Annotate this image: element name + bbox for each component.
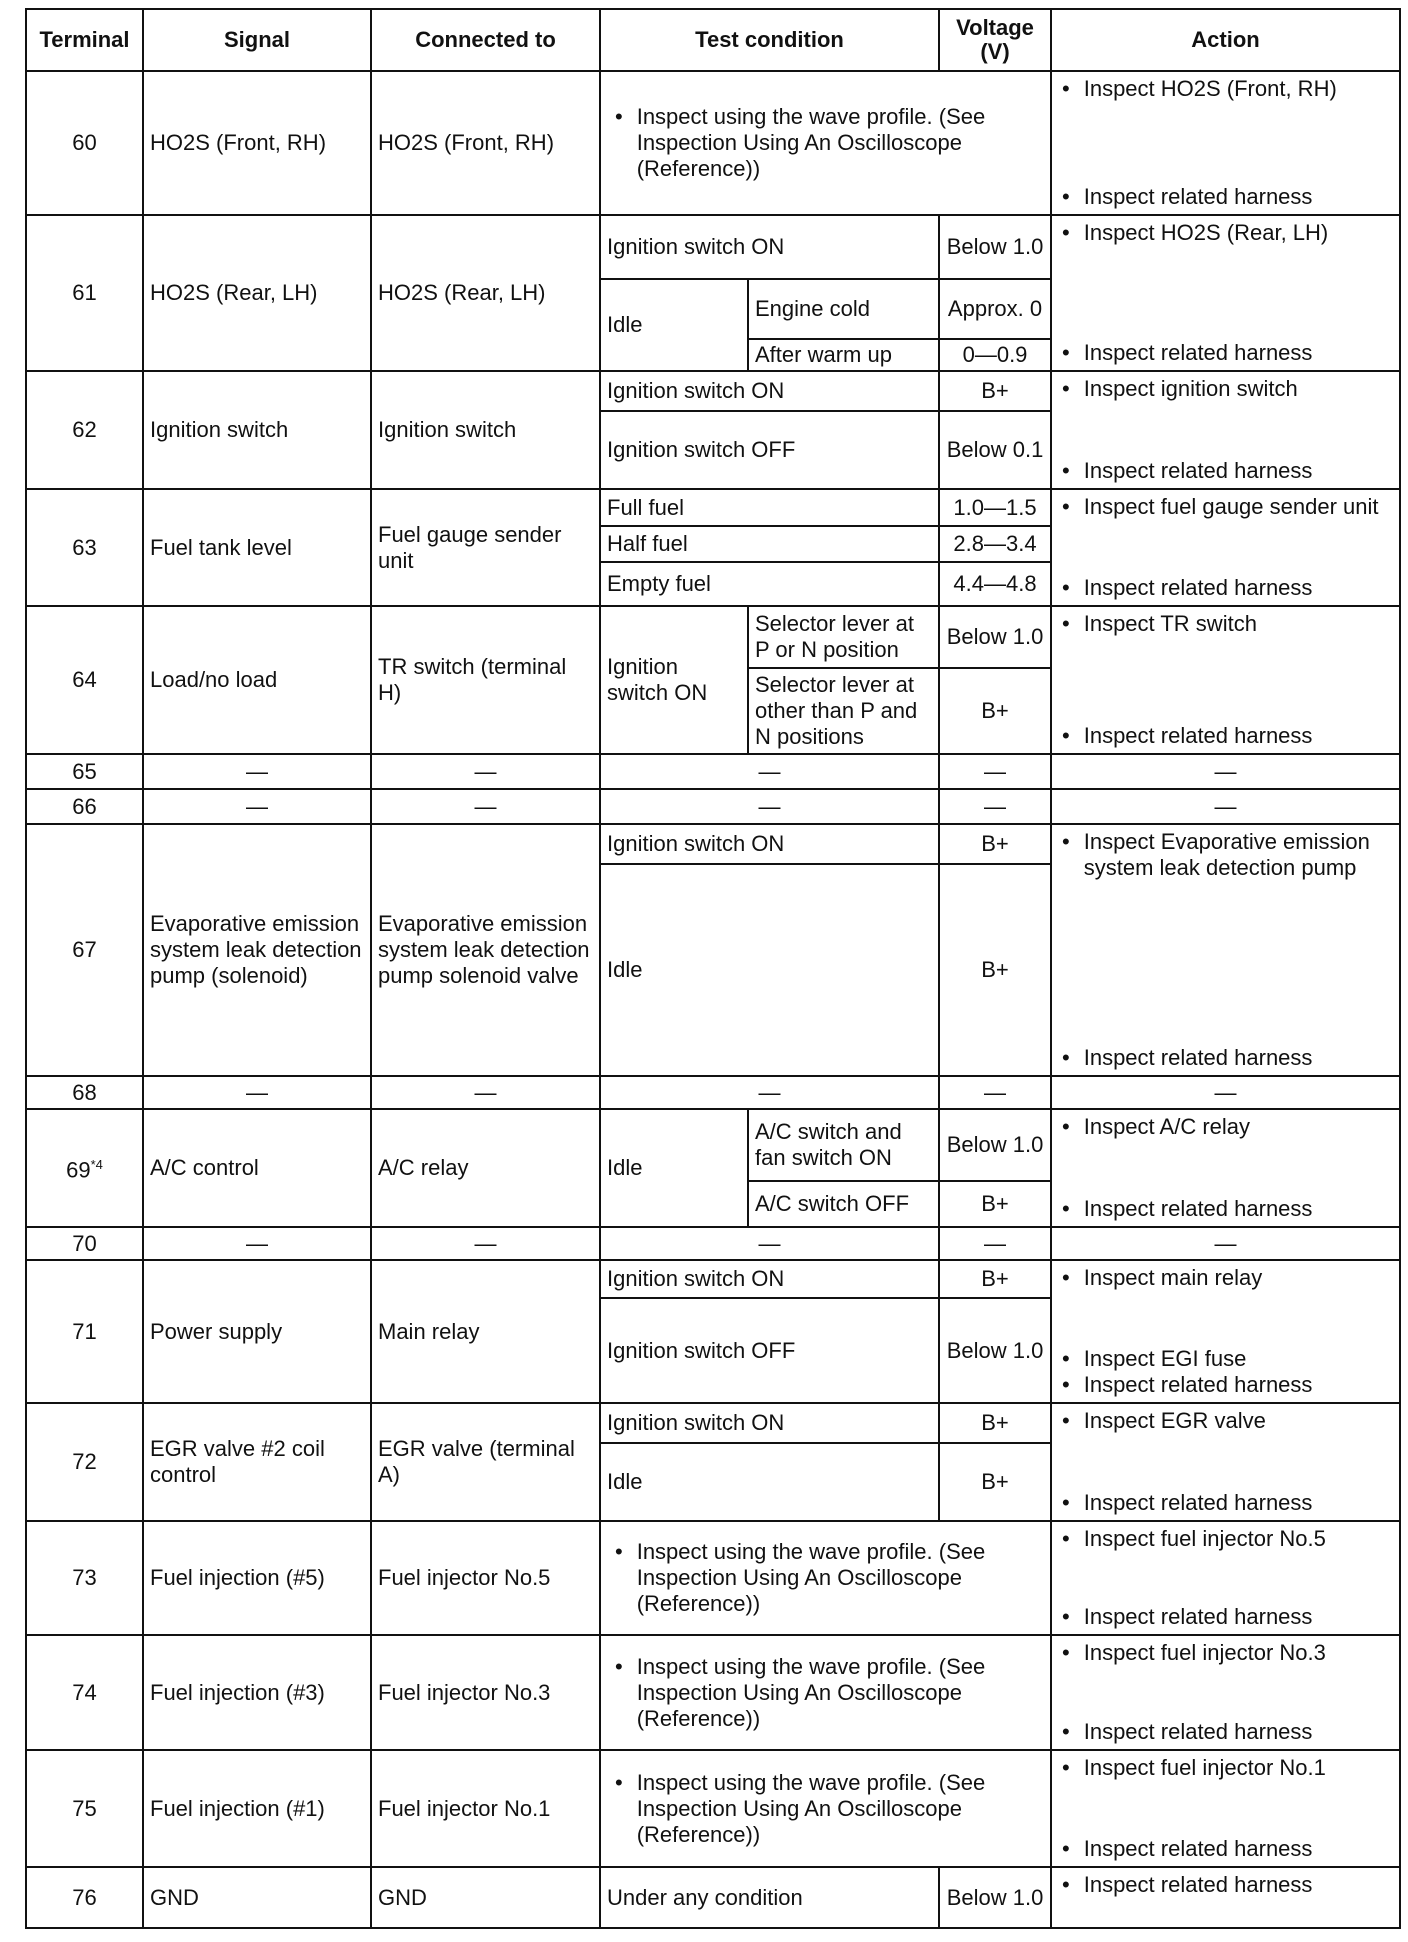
test-condition-cell: —	[600, 1227, 939, 1260]
test-condition-cell: Half fuel	[600, 526, 939, 562]
wave-instruction	[615, 1654, 1044, 1732]
terminal-cell: 68	[26, 1076, 143, 1109]
bullet-icon: •	[1062, 1490, 1070, 1515]
bullet-icon: •	[615, 1653, 623, 1679]
action-cell	[1051, 215, 1400, 371]
action-item	[1062, 494, 1393, 520]
signal-cell: —	[143, 1227, 371, 1260]
bullet-icon: •	[1062, 1604, 1070, 1629]
action-top	[1062, 376, 1393, 402]
header-connected-to: Connected to	[371, 9, 600, 71]
voltage-cell: —	[939, 1076, 1051, 1109]
voltage-cell: Below 1.0	[939, 606, 1051, 668]
test-subcondition-cell: Selector lever at P or N position	[748, 606, 939, 668]
action-text: Inspect ignition switch	[1083, 376, 1298, 401]
test-condition-cell: Ignition switch OFF	[600, 411, 939, 489]
action-text: Inspect EGI fuse	[1083, 1346, 1247, 1371]
action-cell	[1051, 1635, 1400, 1750]
table-row	[26, 1227, 1400, 1260]
terminal-cell: 70	[26, 1227, 143, 1260]
action-text: Inspect related harness	[1083, 1490, 1313, 1515]
action-cell	[1051, 606, 1400, 754]
bullet-icon: •	[1062, 1408, 1070, 1433]
voltage-cell: Approx. 0	[939, 279, 1051, 339]
bullet-icon: •	[1062, 1045, 1070, 1070]
signal-cell: —	[143, 1076, 371, 1109]
terminal-cell: 75	[26, 1750, 143, 1867]
connected-to-cell: Fuel injector No.1	[371, 1750, 600, 1867]
table-row	[26, 71, 1400, 215]
voltage-cell: 0—0.9	[939, 339, 1051, 371]
connected-to-cell: HO2S (Front, RH)	[371, 71, 600, 215]
test-condition-cell: Idle	[600, 1443, 939, 1521]
bullet-icon: •	[1062, 1114, 1070, 1139]
wave-instruction	[615, 1539, 1044, 1617]
action-text: Inspect fuel gauge sender unit	[1083, 494, 1379, 519]
action-top	[1062, 76, 1393, 102]
action-item	[1062, 1490, 1393, 1516]
test-condition-cell: Empty fuel	[600, 562, 939, 606]
signal-cell: Fuel tank level	[143, 489, 371, 606]
bullet-icon: •	[1062, 376, 1070, 401]
action-item	[1062, 575, 1393, 601]
signal-cell: Fuel injection (#1)	[143, 1750, 371, 1867]
signal-cell: Fuel injection (#3)	[143, 1635, 371, 1750]
connected-to-cell: HO2S (Rear, LH)	[371, 215, 600, 371]
table-row	[26, 215, 1400, 279]
table-row	[26, 1076, 1400, 1109]
action-text: Inspect related harness	[1083, 1196, 1313, 1221]
bullet-icon: •	[1062, 1196, 1070, 1221]
action-top	[1062, 611, 1393, 637]
action-top	[1062, 220, 1393, 246]
bullet-icon: •	[1062, 1836, 1070, 1861]
voltage-cell: B+	[939, 1403, 1051, 1443]
bullet-icon: •	[1062, 1346, 1070, 1371]
test-condition-cell: —	[600, 789, 939, 824]
action-cell: —	[1051, 1076, 1400, 1109]
connected-to-cell: EGR valve (terminal A)	[371, 1403, 600, 1521]
action-item	[1062, 1836, 1393, 1862]
action-text: Inspect main relay	[1083, 1265, 1263, 1290]
test-condition-cell: Ignition switch ON	[600, 215, 939, 279]
connected-to-cell: Evaporative emission system leak detection pump solenoid valve	[371, 824, 600, 1076]
test-subcondition-cell: After warm up	[748, 339, 939, 371]
bullet-icon: •	[1062, 575, 1070, 600]
table-row	[26, 1750, 1400, 1867]
action-bottom	[1062, 575, 1393, 601]
table-row	[26, 789, 1400, 824]
bullet-icon: •	[1062, 1640, 1070, 1665]
action-item	[1062, 1346, 1393, 1372]
action-item	[1062, 376, 1393, 402]
voltage-cell: —	[939, 1227, 1051, 1260]
signal-cell: A/C control	[143, 1109, 371, 1227]
table-row	[26, 754, 1400, 789]
bullet-icon: •	[1062, 220, 1070, 245]
signal-cell: HO2S (Front, RH)	[143, 71, 371, 215]
action-bottom	[1062, 1836, 1393, 1862]
voltage-cell: Below 1.0	[939, 1109, 1051, 1181]
terminal-cell: 73	[26, 1521, 143, 1635]
test-condition-cell: Idle	[600, 1109, 748, 1227]
header-signal: Signal	[143, 9, 371, 71]
action-item	[1062, 1045, 1393, 1071]
action-top	[1062, 1872, 1393, 1898]
test-condition-cell: —	[600, 754, 939, 789]
table-row	[26, 1403, 1400, 1443]
header-terminal: Terminal	[26, 9, 143, 71]
table-row	[26, 1635, 1400, 1750]
action-top	[1062, 829, 1393, 881]
bullet-icon: •	[615, 1769, 623, 1795]
bullet-icon: •	[1062, 76, 1070, 101]
action-text: Inspect fuel injector No.5	[1083, 1526, 1326, 1551]
action-bottom	[1062, 1196, 1393, 1222]
action-item	[1062, 1755, 1393, 1781]
terminal-footnote: *4	[90, 1157, 103, 1173]
action-item	[1062, 1265, 1393, 1291]
action-bottom	[1062, 1719, 1393, 1745]
action-text: Inspect fuel injector No.3	[1083, 1640, 1326, 1665]
action-cell	[1051, 1109, 1400, 1227]
signal-cell: —	[143, 754, 371, 789]
terminal-cell: 64	[26, 606, 143, 754]
header-test-condition: Test condition	[600, 9, 939, 71]
terminal-cell: 74	[26, 1635, 143, 1750]
action-bottom	[1062, 1604, 1393, 1630]
wave-text: Inspect using the wave profile. (See Inspection Using An Oscilloscope (Reference))	[636, 1539, 986, 1616]
wave-instruction	[615, 1770, 1044, 1848]
action-bottom	[1062, 1045, 1393, 1071]
action-item	[1062, 1640, 1393, 1666]
action-bottom	[1062, 1346, 1393, 1398]
action-cell	[1051, 824, 1400, 1076]
voltage-cell: 4.4—4.8	[939, 562, 1051, 606]
voltage-cell: —	[939, 754, 1051, 789]
voltage-cell: B+	[939, 824, 1051, 864]
test-condition-cell: Ignition switch ON	[600, 824, 939, 864]
test-condition-cell	[600, 1635, 1051, 1750]
table-row	[26, 1521, 1400, 1635]
action-item	[1062, 1372, 1393, 1398]
action-text: Inspect TR switch	[1083, 611, 1257, 636]
connected-to-cell: Main relay	[371, 1260, 600, 1403]
action-top	[1062, 1114, 1393, 1140]
table-row	[26, 1867, 1400, 1928]
terminal-cell: 60	[26, 71, 143, 215]
connected-to-cell: Fuel gauge sender unit	[371, 489, 600, 606]
voltage-cell: Below 1.0	[939, 215, 1051, 279]
action-text: Inspect related harness	[1083, 1719, 1313, 1744]
action-cell: —	[1051, 789, 1400, 824]
bullet-icon: •	[1062, 1755, 1070, 1780]
action-cell: —	[1051, 754, 1400, 789]
test-condition-cell: Ignition switch ON	[600, 1260, 939, 1298]
wave-text: Inspect using the wave profile. (See Inspection Using An Oscilloscope (Reference))	[636, 1769, 986, 1847]
action-item	[1062, 340, 1393, 366]
terminal-cell: 66	[26, 789, 143, 824]
voltage-cell: Below 1.0	[939, 1867, 1051, 1928]
connected-to-cell: TR switch (terminal H)	[371, 606, 600, 754]
bullet-icon: •	[1062, 458, 1070, 483]
signal-cell: HO2S (Rear, LH)	[143, 215, 371, 371]
action-bottom	[1062, 340, 1393, 366]
bullet-icon: •	[615, 104, 623, 129]
action-bottom	[1062, 723, 1393, 749]
action-item	[1062, 1719, 1393, 1745]
action-top	[1062, 1640, 1393, 1666]
bullet-icon: •	[1062, 829, 1070, 854]
action-text: Inspect related harness	[1083, 1604, 1313, 1629]
table-row	[26, 371, 1400, 411]
action-cell	[1051, 71, 1400, 215]
test-condition-cell: Ignition switch ON	[600, 606, 748, 754]
connected-to-cell: GND	[371, 1867, 600, 1928]
terminal-cell: 76	[26, 1867, 143, 1928]
action-top	[1062, 1408, 1393, 1434]
terminal-cell: 62	[26, 371, 143, 489]
test-condition-cell	[600, 71, 1051, 215]
action-text: Inspect related harness	[1083, 458, 1313, 483]
voltage-cell: B+	[939, 668, 1051, 754]
action-item	[1062, 1872, 1393, 1898]
terminal-cell: 69$^{*4}$	[26, 1109, 143, 1227]
bullet-icon: •	[1062, 494, 1070, 519]
action-bottom	[1062, 1490, 1393, 1516]
table-row	[26, 1260, 1400, 1298]
signal-cell: Load/no load	[143, 606, 371, 754]
test-condition-cell: —	[600, 1076, 939, 1109]
table-row	[26, 824, 1400, 864]
connected-to-cell: —	[371, 1227, 600, 1260]
action-item	[1062, 1604, 1393, 1630]
voltage-cell: Below 0.1	[939, 411, 1051, 489]
action-text: Inspect related harness	[1083, 723, 1313, 748]
action-text: Inspect HO2S (Rear, LH)	[1083, 220, 1329, 245]
test-condition-cell: Idle	[600, 279, 748, 371]
header-row	[26, 9, 1400, 71]
connected-to-cell: A/C relay	[371, 1109, 600, 1227]
bullet-icon: •	[1062, 611, 1070, 636]
signal-cell: Power supply	[143, 1260, 371, 1403]
action-item	[1062, 723, 1393, 749]
action-cell	[1051, 1750, 1400, 1867]
action-top	[1062, 1265, 1393, 1291]
action-text: Inspect related harness	[1083, 184, 1313, 209]
action-cell	[1051, 1521, 1400, 1635]
action-item	[1062, 611, 1393, 637]
action-bottom	[1062, 458, 1393, 484]
action-cell	[1051, 1867, 1400, 1928]
terminal-cell: 63	[26, 489, 143, 606]
action-text: Inspect related harness	[1083, 1372, 1313, 1397]
terminal-cell: 71	[26, 1260, 143, 1403]
action-item	[1062, 220, 1393, 246]
bullet-icon: •	[1062, 723, 1070, 748]
signal-cell: Evaporative emission system leak detection pump (solenoid)	[143, 824, 371, 1076]
voltage-cell: 2.8—3.4	[939, 526, 1051, 562]
signal-cell: Ignition switch	[143, 371, 371, 489]
wave-instruction	[615, 104, 1044, 182]
test-condition-cell: Idle	[600, 864, 939, 1076]
bullet-icon: •	[1062, 1265, 1070, 1290]
action-text: Inspect fuel injector No.1	[1083, 1755, 1326, 1780]
action-cell: —	[1051, 1227, 1400, 1260]
action-item	[1062, 458, 1393, 484]
action-cell	[1051, 489, 1400, 606]
connected-to-cell: —	[371, 789, 600, 824]
connected-to-cell: —	[371, 1076, 600, 1109]
bullet-icon: •	[615, 1539, 623, 1564]
signal-cell: GND	[143, 1867, 371, 1928]
voltage-cell: B+	[939, 1181, 1051, 1227]
test-subcondition-cell: A/C switch OFF	[748, 1181, 939, 1227]
connected-to-cell: Fuel injector No.5	[371, 1521, 600, 1635]
voltage-cell: —	[939, 789, 1051, 824]
action-text: Inspect HO2S (Front, RH)	[1083, 76, 1337, 101]
bullet-icon: •	[1062, 1372, 1070, 1397]
voltage-cell: Below 1.0	[939, 1298, 1051, 1403]
test-condition-cell: Ignition switch OFF	[600, 1298, 939, 1403]
action-text: Inspect related harness	[1083, 340, 1313, 365]
bullet-icon: •	[1062, 184, 1070, 209]
action-item	[1062, 1408, 1393, 1434]
action-bottom	[1062, 184, 1393, 210]
table-row	[26, 489, 1400, 526]
action-item	[1062, 1114, 1393, 1140]
signal-cell: EGR valve #2 coil control	[143, 1403, 371, 1521]
bullet-icon: •	[1062, 1526, 1070, 1551]
action-cell	[1051, 1403, 1400, 1521]
action-text: Inspect related harness	[1083, 1836, 1313, 1861]
voltage-cell: B+	[939, 371, 1051, 411]
action-text: Inspect related harness	[1083, 1872, 1313, 1897]
voltage-cell: B+	[939, 1443, 1051, 1521]
bullet-icon: •	[1062, 340, 1070, 365]
action-text: Inspect related harness	[1083, 575, 1313, 600]
action-text: Inspect A/C relay	[1083, 1114, 1251, 1139]
signal-cell: Fuel injection (#5)	[143, 1521, 371, 1635]
connected-to-cell: Fuel injector No.3	[371, 1635, 600, 1750]
action-item	[1062, 1196, 1393, 1222]
voltage-cell: B+	[939, 864, 1051, 1076]
test-condition-cell: Ignition switch ON	[600, 371, 939, 411]
wave-text: Inspect using the wave profile. (See Inspection Using An Oscilloscope (Reference))	[636, 104, 986, 181]
terminal-cell: 67	[26, 824, 143, 1076]
test-condition-cell: Under any condition	[600, 1867, 939, 1928]
action-cell	[1051, 1260, 1400, 1403]
test-subcondition-cell: Engine cold	[748, 279, 939, 339]
action-top	[1062, 1526, 1393, 1552]
test-condition-cell: Ignition switch ON	[600, 1403, 939, 1443]
test-condition-cell	[600, 1750, 1051, 1867]
connected-to-cell: —	[371, 754, 600, 789]
table-row	[26, 1109, 1400, 1181]
terminal-table	[25, 8, 1401, 1929]
terminal-cell: 72	[26, 1403, 143, 1521]
action-item	[1062, 76, 1393, 102]
test-condition-cell: Full fuel	[600, 489, 939, 526]
bullet-icon: •	[1062, 1872, 1070, 1897]
action-item	[1062, 184, 1393, 210]
action-cell	[1051, 371, 1400, 489]
action-text: Inspect Evaporative emission system leak detection pump	[1083, 829, 1370, 880]
action-item	[1062, 829, 1393, 881]
signal-cell: —	[143, 789, 371, 824]
table-row	[26, 606, 1400, 668]
header-action: Action	[1051, 9, 1400, 71]
action-text: Inspect related harness	[1083, 1045, 1313, 1070]
test-condition-cell	[600, 1521, 1051, 1635]
action-item	[1062, 1526, 1393, 1552]
connected-to-cell: Ignition switch	[371, 371, 600, 489]
terminal-cell: 61	[26, 215, 143, 371]
voltage-cell: 1.0—1.5	[939, 489, 1051, 526]
terminal-cell: 65	[26, 754, 143, 789]
voltage-cell: B+	[939, 1260, 1051, 1298]
header-voltage: Voltage (V)	[939, 9, 1051, 71]
action-top	[1062, 1755, 1393, 1781]
wave-text: Inspect using the wave profile. (See Inspection Using An Oscilloscope (Reference))	[636, 1653, 986, 1731]
action-top	[1062, 494, 1393, 520]
bullet-icon: •	[1062, 1719, 1070, 1744]
test-subcondition-cell: A/C switch and fan switch ON	[748, 1109, 939, 1181]
action-text: Inspect EGR valve	[1083, 1408, 1266, 1433]
test-subcondition-cell: Selector lever at other than P and N positions	[748, 668, 939, 754]
